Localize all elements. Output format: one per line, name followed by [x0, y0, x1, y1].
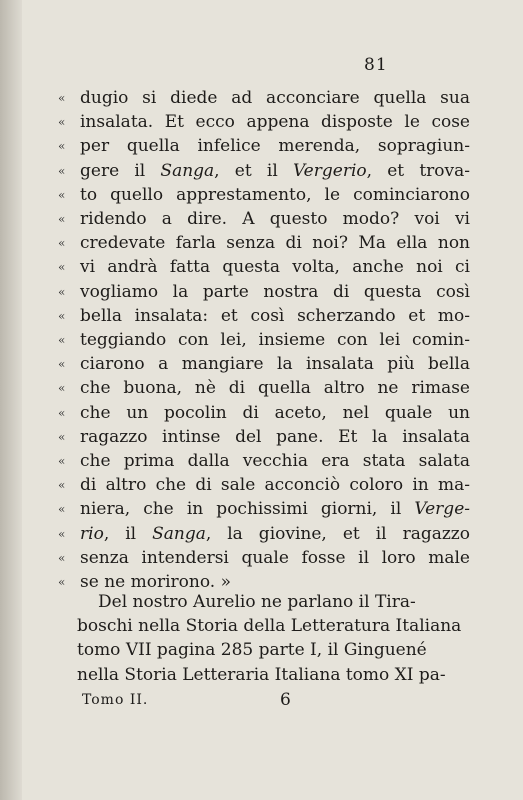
quote-line-text: bella insalata: et così scherzando et mo-: [80, 305, 470, 326]
guillemet-mark: «: [58, 260, 66, 275]
quote-line-text: che prima dalla vecchia era stata salata: [80, 451, 470, 471]
quote-line-text: che un pocolin di aceto, nel quale un: [80, 402, 470, 423]
guillemet-mark: «: [58, 236, 66, 251]
guillemet-mark: «: [58, 454, 66, 468]
signature-mark: Tomo II.: [82, 692, 149, 708]
guillemet-mark: «: [58, 333, 66, 347]
paragraph-line: boschi nella Storia della Letteratura Italiana: [77, 616, 462, 637]
quote-line-text: ciarono a mangiare la insalata più bella: [80, 354, 470, 375]
guillemet-mark: «: [58, 91, 66, 105]
guillemet-mark: «: [58, 187, 66, 202]
guillemet-mark: «: [58, 502, 66, 517]
guillemet-mark: «: [58, 212, 66, 226]
quote-line-text: vi andrà fatta questa volta, anche noi ci: [80, 257, 470, 278]
guillemet-mark: «: [58, 115, 66, 130]
paragraph-line: Del nostro Aurelio ne parlano il Tira-: [98, 592, 416, 612]
guillemet-mark: «: [58, 429, 66, 444]
signature-number: 6: [280, 690, 291, 710]
quote-line-text: di altro che di sale acconciò coloro in ma-: [80, 475, 470, 496]
quote-line-text: credevate farla senza di noi? Ma ella non: [80, 233, 470, 254]
quote-line-text: to quello apprestamento, le cominciarono: [80, 184, 470, 205]
quote-line-text: se ne morirono. »: [80, 572, 231, 592]
quote-line-text: niera, che in pochissimi giorni, il Verge-: [80, 499, 470, 520]
page-number: 81: [364, 55, 388, 75]
quote-line-text: senza intendersi quale fosse il loro male: [80, 547, 470, 568]
guillemet-mark: «: [58, 284, 66, 299]
quote-line-text: per quella infelice merenda, sopragiun-: [80, 136, 470, 157]
guillemet-mark: «: [58, 139, 66, 154]
quote-line-text: teggiando con lei, insieme con lei comin-: [80, 330, 470, 350]
guillemet-mark: «: [58, 575, 66, 589]
guillemet-mark: «: [58, 163, 66, 178]
guillemet-mark: «: [58, 381, 66, 396]
paragraph-line: nella Storia Letteraria Italiana tomo XI pa-: [77, 664, 446, 685]
guillemet-mark: «: [58, 357, 66, 372]
quote-line-text: dugio si diede ad acconciare quella sua: [80, 88, 470, 108]
paragraph-line: tomo VII pagina 285 parte I, il Ginguené: [77, 640, 427, 661]
guillemet-mark: «: [58, 405, 66, 420]
guillemet-mark: «: [58, 550, 66, 565]
quote-line-text: gere il Sanga, et il Vergerio, et trova-: [80, 160, 471, 181]
quote-line-text: rio, il Sanga, la giovine, et il ragazzo: [80, 523, 470, 544]
quote-line-text: che buona, nè di quella altro ne rimase: [80, 378, 470, 399]
quote-line-text: ridendo a dire. A questo modo? voi vi: [80, 209, 470, 229]
page-gutter-shadow: [0, 0, 22, 800]
quote-line-text: insalata. Et ecco appena disposte le cose: [80, 112, 470, 133]
quote-line-text: vogliamo la parte nostra di questa così: [80, 281, 470, 302]
guillemet-mark: «: [58, 526, 66, 541]
guillemet-mark: «: [58, 308, 66, 323]
guillemet-mark: «: [58, 478, 66, 493]
quote-line-text: ragazzo intinse del pane. Et la insalata: [80, 426, 470, 447]
